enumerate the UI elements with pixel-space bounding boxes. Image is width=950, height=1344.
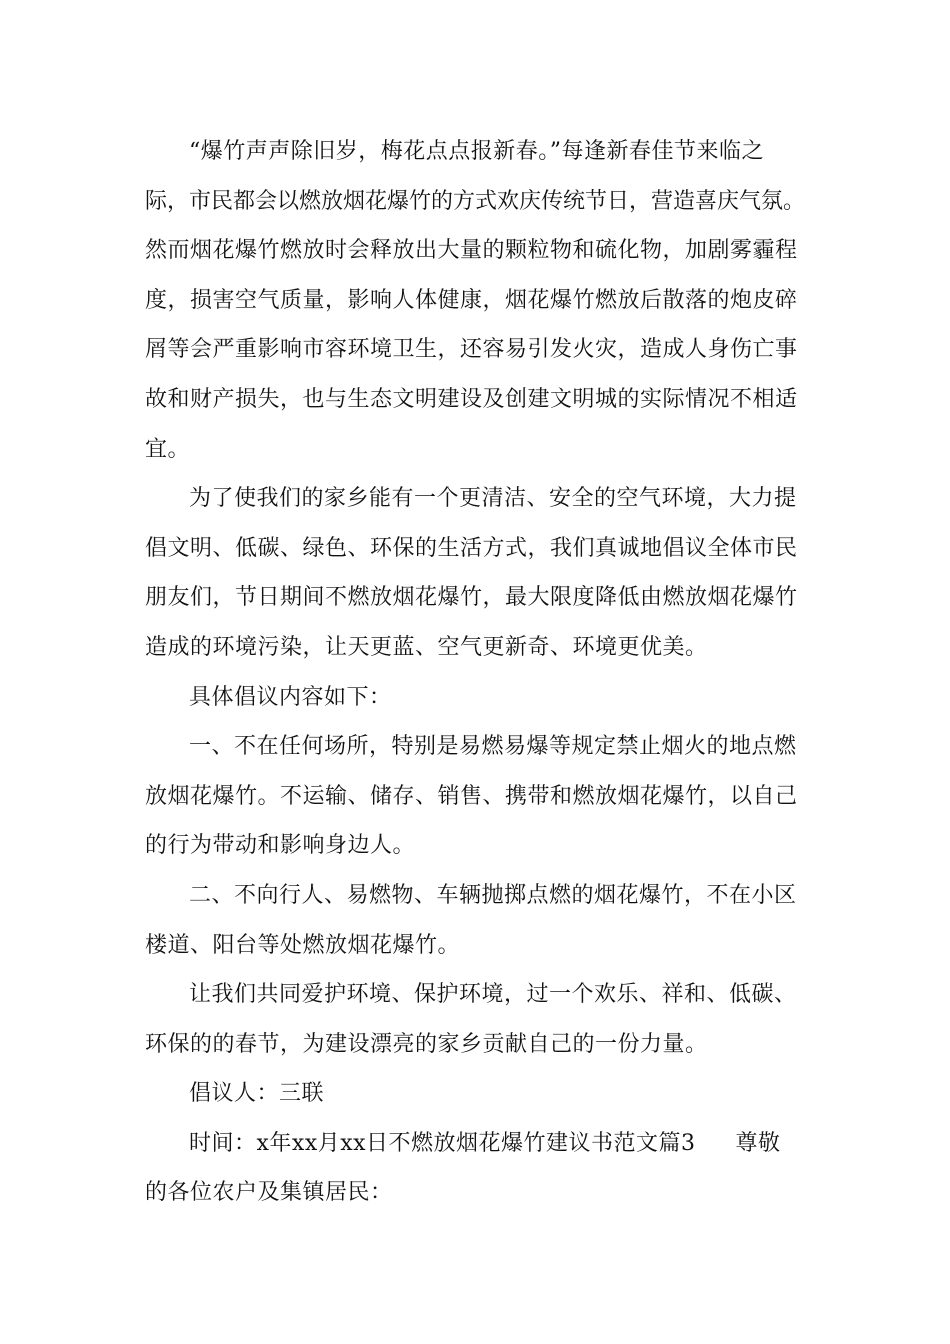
date-heading-text: 时间：x年xx月xx日不燃放烟花爆竹建议书范文篇3 <box>189 1130 696 1156</box>
text-line: 倡文明、低碳、绿色、环保的生活方式，我们真诚地倡议全体市民 <box>145 535 798 561</box>
text-line: 造成的环境污染，让天更蓝、空气更新奇、环境更优美。 <box>145 634 708 660</box>
text-line: 的行为带动和影响身边人。 <box>145 833 416 859</box>
text-line <box>145 1119 810 1169</box>
text-line: 屑等会严重影响市容环境卫生，还容易引发火灾，造成人身伤亡事 <box>145 337 798 363</box>
text-line: 具体倡议内容如下： <box>189 684 392 710</box>
text-line: “爆竹声声除旧岁，梅花点点报新春。”每逢新春佳节来临之 <box>189 139 764 164</box>
text-line: 一、不在任何场所，特别是易燃易爆等规定禁止烟火的地点燃 <box>189 734 797 760</box>
text-line: 楼道、阳台等处燃放烟花爆竹。 <box>145 932 461 958</box>
document-body <box>145 127 810 1218</box>
text-line: 朋友们，节日期间不燃放烟花爆竹，最大限度降低由燃放烟花爆竹 <box>145 585 798 611</box>
text-line: 为了使我们的家乡能有一个更清洁、安全的空气环境，大力提 <box>189 486 797 512</box>
text-line: 放烟花爆竹。不运输、储存、销售、携带和燃放烟花爆竹，以自己 <box>145 783 798 809</box>
text-line: 的各位农户及集镇居民： <box>145 1180 393 1206</box>
text-line: 倡议人：三联 <box>189 1081 325 1107</box>
text-line: 然而烟花爆竹燃放时会释放出大量的颗粒物和硫化物，加剧雾霾程 <box>145 238 798 264</box>
salutation-start: 尊敬 <box>735 1130 781 1156</box>
text-line: 环保的的春节，为建设漂亮的家乡贡献自己的一份力量。 <box>145 1031 708 1057</box>
text-line: 让我们共同爱护环境、保护环境，过一个欢乐、祥和、低碳、 <box>189 982 797 1008</box>
text-line: 故和财产损失，也与生态文明建设及创建文明城的实际情况不相适 <box>145 386 798 412</box>
text-line: 二、不向行人、易燃物、车辆抛掷点燃的烟花爆竹，不在小区 <box>189 882 797 908</box>
text-line: 度，损害空气质量，影响人体健康，烟花爆竹燃放后散落的炮皮碎 <box>145 287 798 313</box>
text-line: 际，市民都会以燃放烟花爆竹的方式欢庆传统节日，营造喜庆气氛。 <box>145 188 806 214</box>
text-line: 宜。 <box>145 436 191 462</box>
